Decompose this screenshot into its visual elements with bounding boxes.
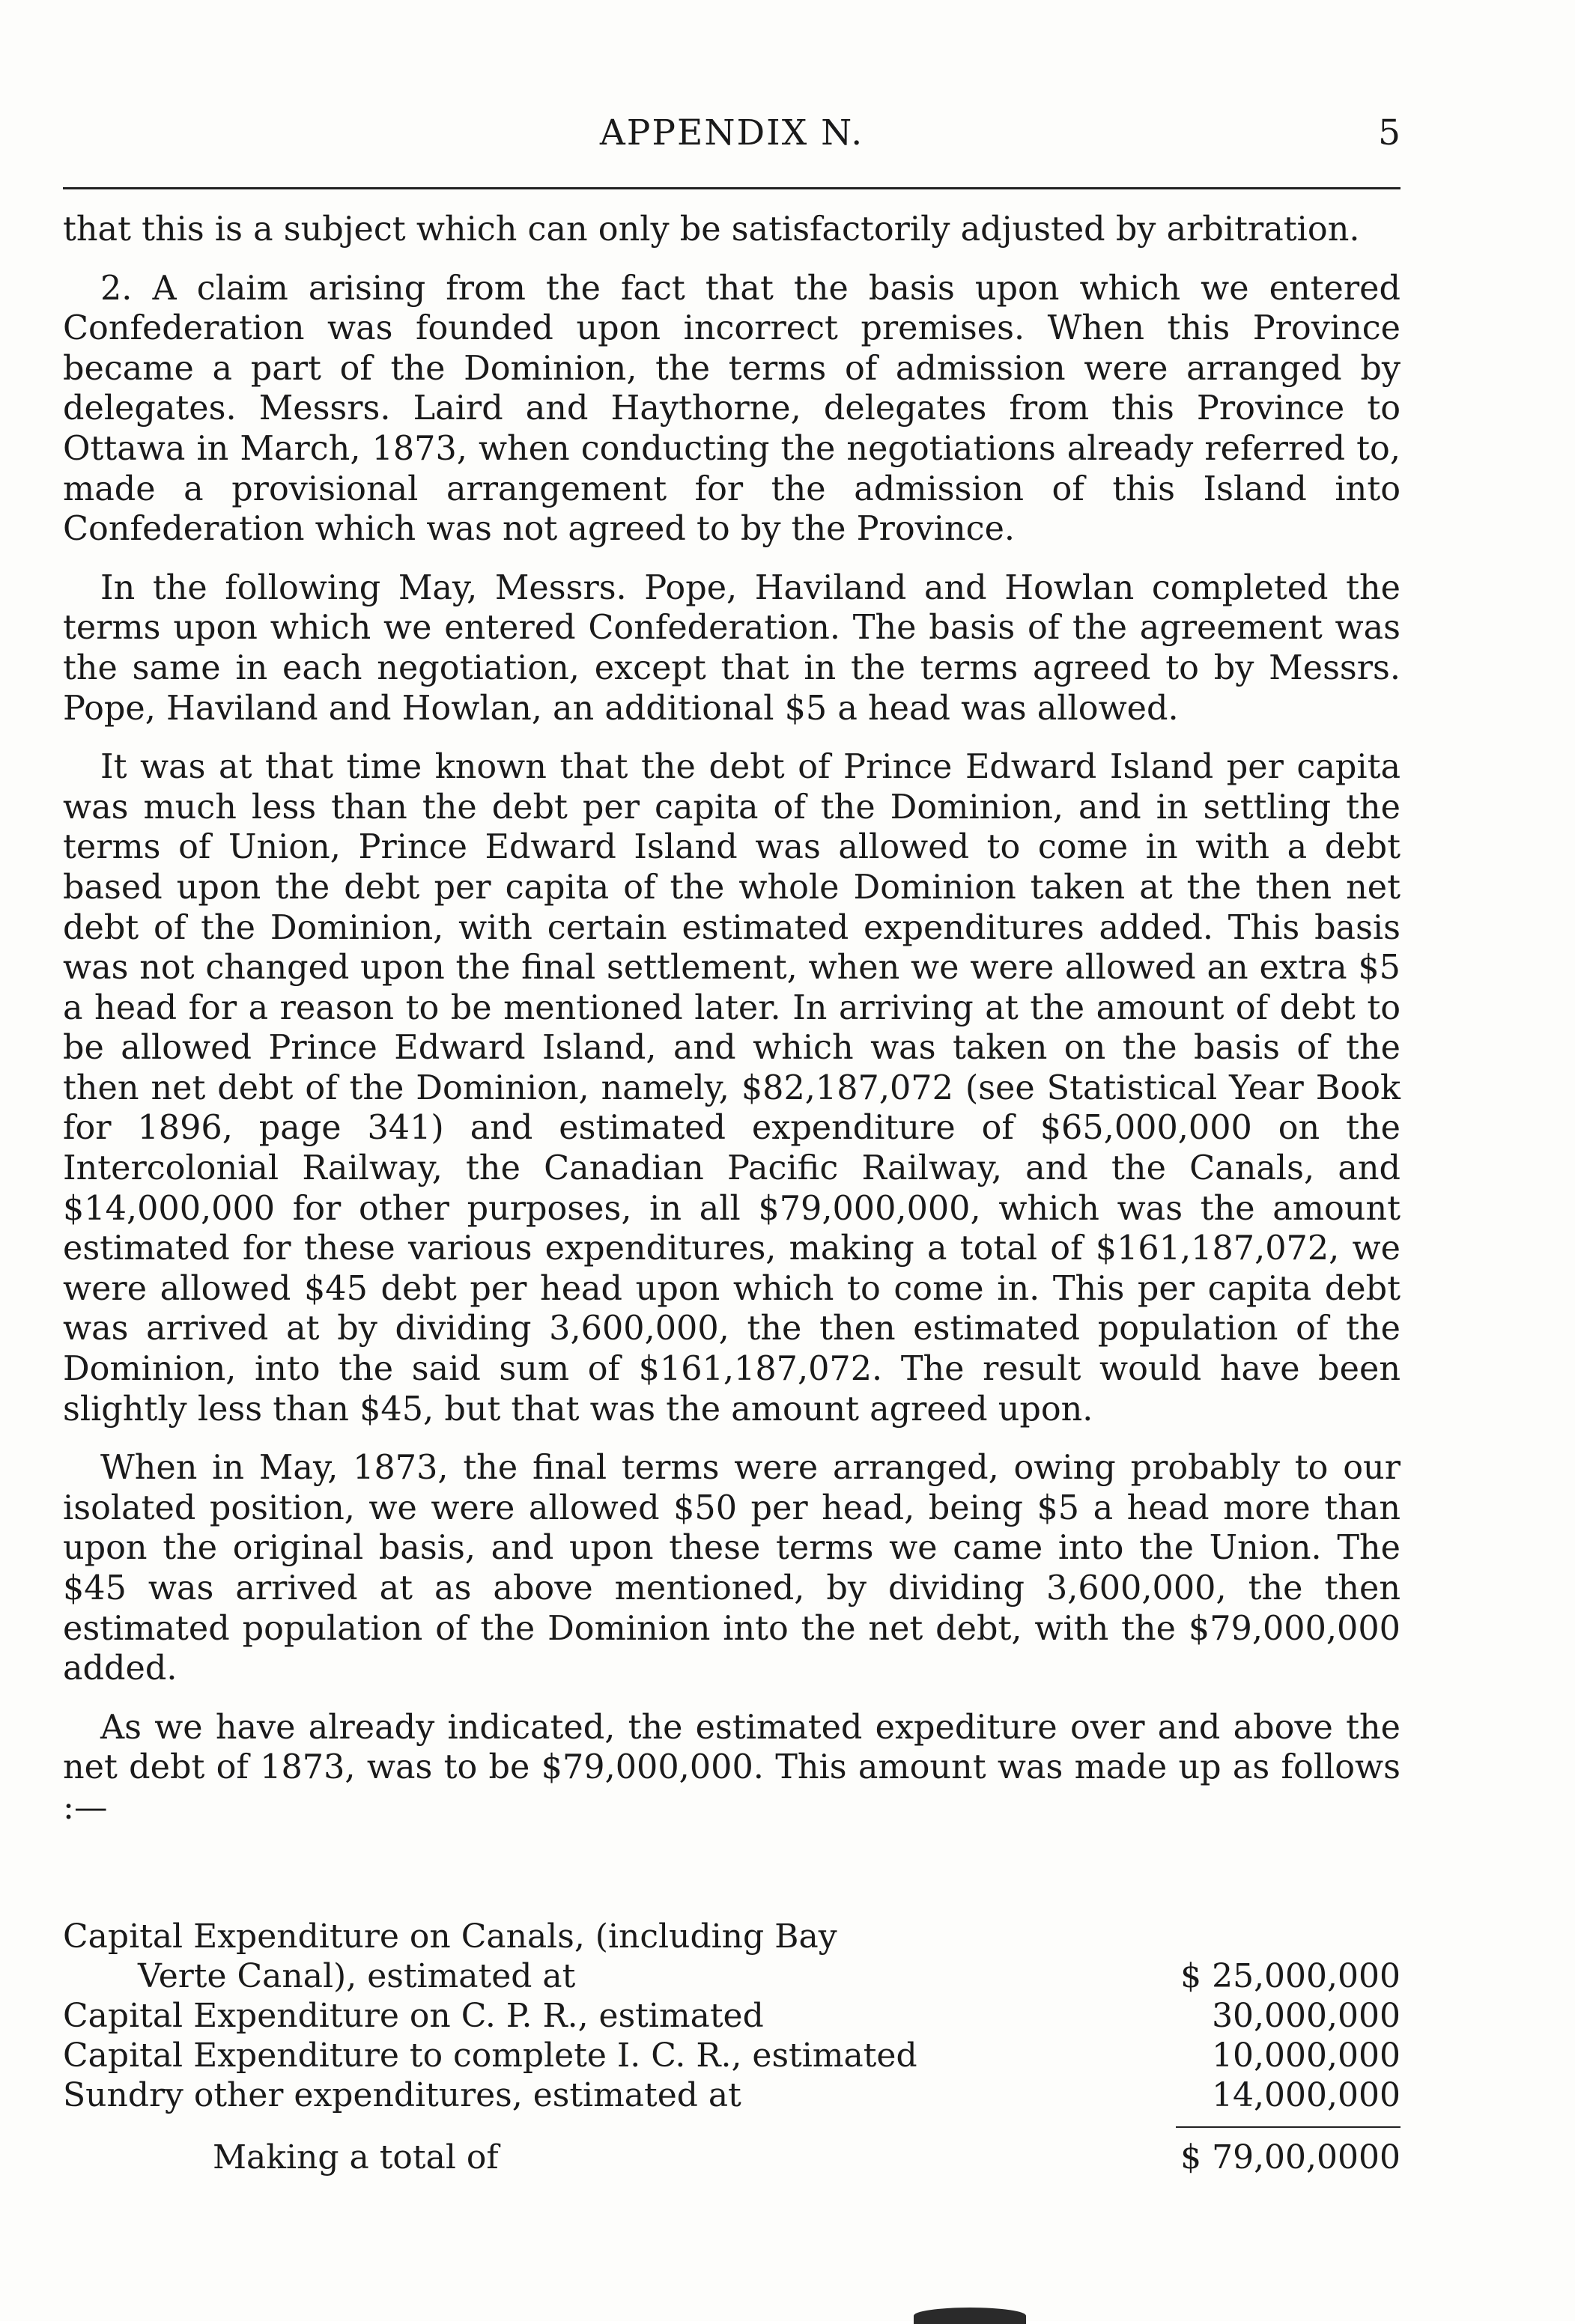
expenditure-label: Sundry other expenditures, estimated at [63, 2076, 741, 2114]
expenditure-amount: $ 25,000,000 [1180, 1957, 1400, 1995]
expenditure-amount: 30,000,000 [1212, 1997, 1400, 2035]
expenditure-row [63, 1956, 1400, 1996]
total-amount: $ 79,00,0000 [1180, 2138, 1400, 2177]
body-text [63, 210, 1400, 1847]
total-rule [1176, 2126, 1400, 2128]
paragraph-final-terms: When in May, 1873, the final terms were arranged, owing probably to our isolated position, we were allowed $50 per head, being $5 a head more than upon the original basis, and upon these terms we came into the Union. The $45 was arrived at as above mentioned, by dividing 3,600,000, the then estimated population of the Dominion into the net debt, with the $79,000,000 added. [63, 1449, 1400, 1688]
expenditure-table [63, 1917, 1400, 2177]
expenditure-row [63, 2075, 1400, 2115]
expenditure-amount: 10,000,000 [1212, 2036, 1400, 2075]
paragraph-estimated-expenditure: As we have already indicated, the estimated expediture over and above the net debt of 1873, was to be $79,000,000. This amount was made up as follows :— [63, 1708, 1400, 1827]
page-header [63, 112, 1400, 165]
appendix-title: APPENDIX N. [599, 112, 864, 153]
header-rule [63, 187, 1400, 189]
paragraph-debt-per-capita: It was at that time known that the debt of Prince Edward Island per capita was much less than the debt per capita of the Dominion, and in settling the terms of Union, Prince Edward Island was allowed to come in with a debt based upon the debt per capita of the whole Dominion taken at the then net debt of the Dominion, with certain estimated expenditures added. This basis was not changed upon the final settlement, when we were allowed an extra $5 a head for a reason to be mentioned later. In arriving at the amount of debt to be allowed Prince Edward Island, and which was taken on the basis of the then net debt of the Dominion, namely, $82,187,072 (see Statistical Year Book for 1896, page 341) and estimated expenditure of $65,000,000 on the Intercolonial Railway, the Canadian Pacific Railway, and the Canals, and $14,000,000 for other purposes, in all $79,000,000, which was the amount estimated for these various expenditures, making a total of $161,187,072, we were allowed $45 debt per head upon which to come in. This per capita debt was arrived at by dividing 3,600,000, the then estimated population of the Dominion, into the said sum of $161,187,072. The result would have been slightly less than $45, but that was the amount agreed upon. [63, 748, 1400, 1429]
total-label: Making a total of [213, 2138, 499, 2177]
paragraph-claim-2: 2. A claim arising from the fact that the basis upon which we entered Confederation was founded upon incorrect premises. When this Province became a part of the Dominion, the terms of admission were arranged by delegates. Messrs. Laird and Haythorne, delegates from this Province to Ottawa in March, 1873, when conducting the negotiations already referred to, made a provisional arrangement for the admission of this Island into Confederation which was not agreed to by the Province. [63, 269, 1400, 549]
paragraph-following-may: In the following May, Messrs. Pope, Haviland and Howlan completed the terms upon which we entered Confederation. The basis of the agreement was the same in each negotiation, except that in the terms agreed to by Messrs. Pope, Haviland and Howlan, an additional $5 a head was allowed. [63, 568, 1400, 728]
expenditure-row [63, 1917, 1400, 1956]
total-row [63, 2138, 1400, 2177]
expenditure-row [63, 2036, 1400, 2075]
expenditure-amount: 14,000,000 [1212, 2076, 1400, 2114]
expenditure-label: Capital Expenditure to complete I. C. R., estimated [63, 2036, 917, 2075]
expenditure-label: Verte Canal), estimated at [138, 1957, 576, 1995]
expenditure-label: Capital Expenditure on C. P. R., estimated [63, 1997, 764, 2035]
total-rule-row [63, 2115, 1400, 2138]
paragraph-continuation: that this is a subject which can only be satisfactorily adjusted by arbitration. [63, 210, 1360, 249]
expenditure-label: Capital Expenditure on Canals, (including Bay [63, 1917, 837, 1956]
expenditure-row [63, 1996, 1400, 2036]
ink-smudge [914, 2308, 1026, 2324]
page-number: 5 [1378, 112, 1400, 153]
